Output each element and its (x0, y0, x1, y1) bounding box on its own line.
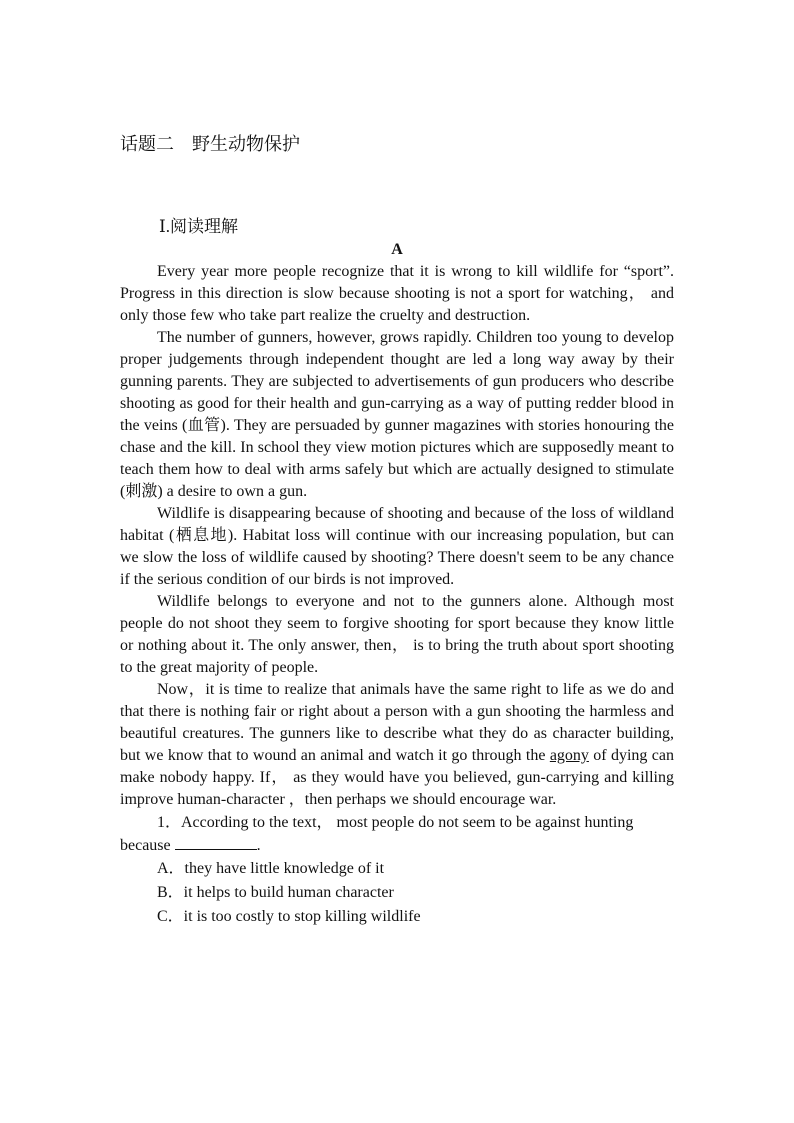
answer-blank (175, 835, 257, 850)
topic-title: 话题二 野生动物保护 (120, 134, 300, 154)
section-title: Ⅰ.阅读理解 (159, 217, 238, 236)
passage-paragraph-4: Wildlife belongs to everyone and not to the gunners alone. Although most people do not shoot they seem to forgive shooting for sport because they know little or nothing about it. The only answer, then， is to bring the truth about sport shooting to the great majority of people. (120, 593, 674, 676)
question-1-text: 1．According to the text， most people do not seem to be against hunting because (120, 814, 634, 854)
passage-paragraph-2: The number of gunners, however, grows rapidly. Children too young to develop proper judgements through independent thought are led a long way away by their gunning parents. They are subjected to advertisements of gun producers who describe shooting as good for their health and gun-carrying as a way of putting redder blood in the veins (血管). They are persuaded by gunner magazines with stories honouring the chase and the kill. In school they view motion pictures which are supposedly meant to teach them how to deal with arms safely but which are actually designed to stimulate (刺激) a desire to own a gun. (120, 329, 674, 500)
question-1-option-b: B．it helps to build human character (157, 884, 394, 901)
passage-paragraph-5 (120, 679, 674, 811)
document-page (120, 130, 674, 929)
passage-paragraph-3: Wildlife is disappearing because of shooting and because of the loss of wildland habitat (栖息地). Habitat loss will continue with our increasing population, but can we slow the loss of wildlife caused by shooting? There doesn't seem to be any chance if the serious condition of our birds is not improved. (120, 505, 674, 588)
underlined-word-agony: agony (549, 747, 589, 764)
question-1-option-c: C．it is too costly to stop killing wildlife (157, 908, 421, 925)
question-1-option-a: A．they have little knowledge of it (157, 860, 385, 877)
passage-letter: A (391, 241, 403, 258)
paragraph-5-text-after: of dying can make nobody happy. If， as they would have you believed, gun-carrying and killing improve human-character ，then perhaps we should encourage war. (120, 747, 674, 808)
question-1-end: . (256, 837, 261, 854)
paragraph-5-text-before: Now，it is time to realize that animals have the same right to life as we do and that there is nothing fair or right about a person with a gun shooting the harmless and beautiful creatures. The gunners like to describe what they do as character building, but we know that to wound an animal and watch it go through the (120, 681, 674, 764)
question-1-stem (120, 811, 674, 857)
passage-paragraph-1: Every year more people recognize that it is wrong to kill wildlife for “sport”. Progress in this direction is slow because shooting is not a sport for watching， and only those few who take part realize the cruelty and destruction. (120, 263, 674, 324)
